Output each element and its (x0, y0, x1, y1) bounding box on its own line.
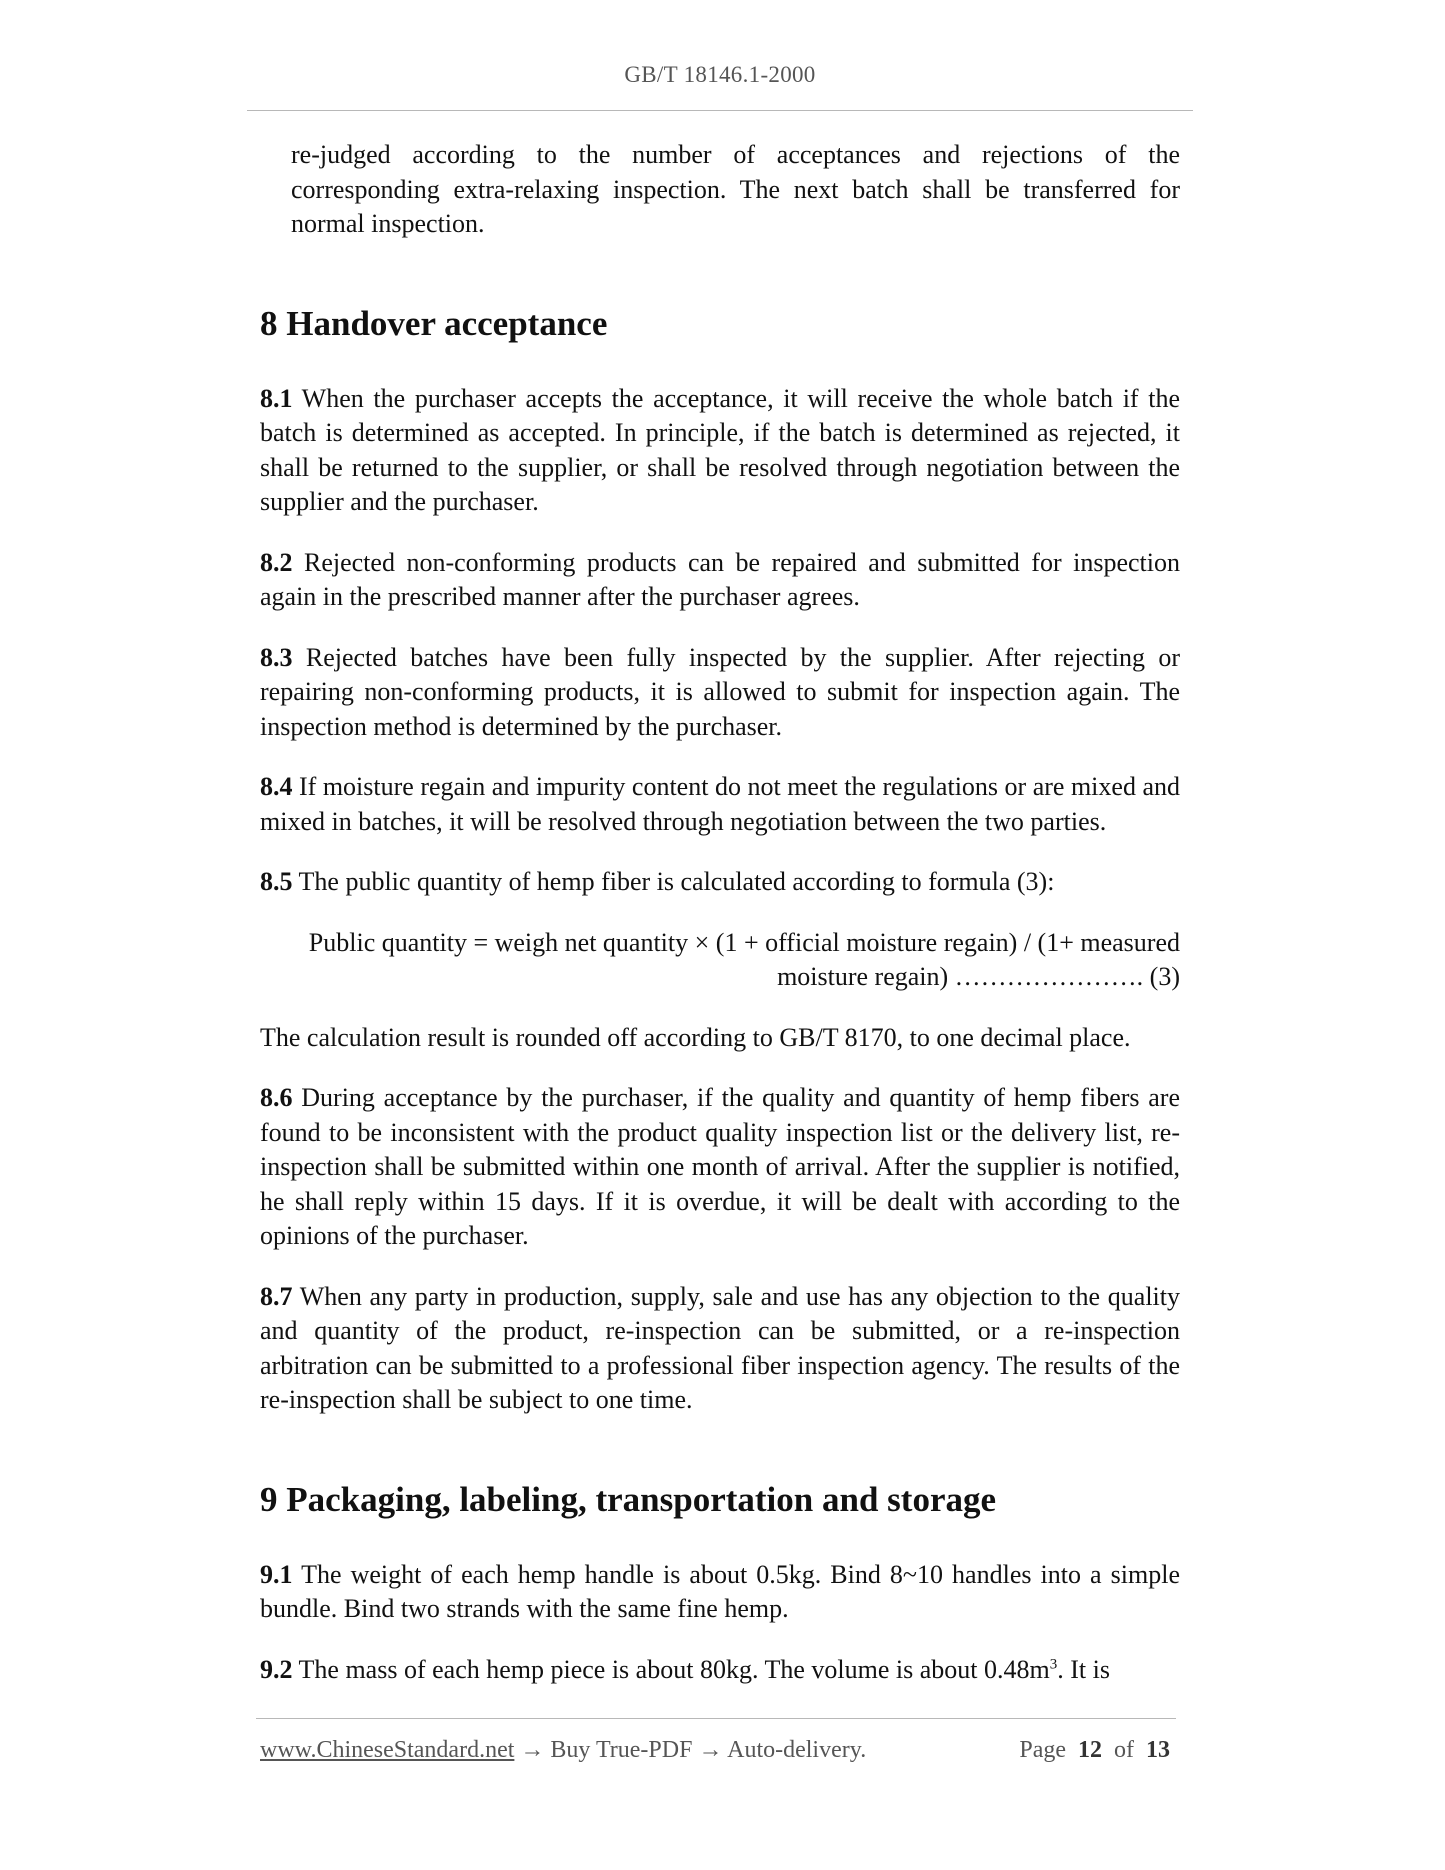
rounding-note: The calculation result is rounded off according to GB/T 8170, to one decimal place. (260, 1022, 1131, 1052)
formula-3 (291, 926, 1180, 995)
section-9-heading: 9 Packaging, labeling, transportation and storage (260, 1479, 997, 1519)
formula-line-2: moisture regain) …………………. (3) (777, 962, 1180, 991)
clause-number: 8.6 (260, 1083, 293, 1112)
header-divider (247, 110, 1193, 111)
footer-promo (260, 1737, 866, 1764)
of-word: of (1114, 1737, 1134, 1763)
clause-8-5 (260, 865, 1180, 900)
section-8-heading: 8 Handover acceptance (260, 303, 608, 343)
clause-text: Rejected batches have been fully inspected by the supplier. After rejecting or repairing non-conforming products, it is allowed to submit for inspection again. The inspection method is determined by the purchaser. (260, 642, 1180, 741)
clause-8-2 (260, 546, 1180, 615)
clause-8-1 (260, 382, 1180, 520)
footer-divider (256, 1718, 1176, 1719)
clause-number: 8.2 (260, 547, 293, 577)
clause-number: 8.5 (260, 867, 293, 896)
clause-text: When the purchaser accepts the acceptance, it will receive the whole batch if the batch is determined as accepted. In principle, if the batch is determined as rejected, it shall be returned to the supplier, or shall be resolved through negotiation between the supplier and the purchaser. (260, 383, 1180, 516)
running-header: GB/T 18146.1-2000 (624, 62, 816, 87)
total-pages: 13 (1146, 1737, 1170, 1763)
clause-number: 8.4 (260, 772, 293, 801)
clause-text: During acceptance by the purchaser, if the quality and quantity of hemp fibers are found to be inconsistent with the product quality inspection list or the delivery list, re-inspection shall be submitted within one month of arrival. After the supplier is notified, he shall reply within 15 days. If it is overdue, it will be dealt with according to the opinions of the purchaser. (260, 1083, 1180, 1250)
clause-number: 8.3 (260, 642, 293, 672)
page-word: Page (1019, 1737, 1066, 1763)
clause-8-4 (260, 770, 1180, 839)
clause-number: 8.1 (260, 383, 293, 413)
clause-9-1 (260, 1558, 1180, 1627)
clause-number: 8.7 (260, 1281, 293, 1311)
clause-text-tail: . It is (1057, 1654, 1110, 1684)
clause-text: The public quantity of hemp fiber is calculated according to formula (3): (292, 867, 1055, 896)
clause-text: When any party in production, supply, sale and use has any objection to the quality and quantity of the product, re-inspection can be submitted, or a re-inspection arbitration can be submitted to a professional fiber inspection agency. The results of the re-inspection shall be subject to one time. (260, 1281, 1180, 1414)
superscript: 3 (1049, 1655, 1058, 1672)
page-body (260, 138, 1180, 1713)
clause-text: The mass of each hemp piece is about 80kg. The volume is about 0.48m (292, 1654, 1050, 1684)
clause-text: Rejected non-conforming products can be repaired and submitted for inspection again in the prescribed manner after the purchaser agrees. (260, 547, 1180, 611)
continued-paragraph: re-judged according to the number of acceptances and rejections of the corresponding extra-relaxing inspection. The next batch shall be transferred for normal inspection. (291, 140, 1180, 238)
site-link[interactable]: www.ChineseStandard.net (260, 1737, 515, 1763)
clause-text: If moisture regain and impurity content do not meet the regulations or are mixed and mixed in batches, it will be resolved through negotiation between the two parties. (260, 772, 1180, 836)
clause-number: 9.1 (260, 1559, 293, 1589)
clause-9-2 (260, 1653, 1180, 1688)
clause-8-7 (260, 1280, 1180, 1418)
clause-number: 9.2 (260, 1654, 293, 1684)
clause-text: The weight of each hemp handle is about 0.5kg. Bind 8~10 handles into a simple bundle. Bind two strands with the same fine hemp. (260, 1559, 1180, 1623)
page-indicator (1019, 1737, 1170, 1764)
clause-8-3 (260, 641, 1180, 745)
formula-line-1: Public quantity = weigh net quantity × (1 + official moisture regain) / (1+ measured (308, 927, 1180, 957)
current-page: 12 (1078, 1737, 1102, 1763)
clause-8-6 (260, 1081, 1180, 1254)
footer-promo-text: → Buy True-PDF → Auto-delivery. (514, 1737, 867, 1763)
